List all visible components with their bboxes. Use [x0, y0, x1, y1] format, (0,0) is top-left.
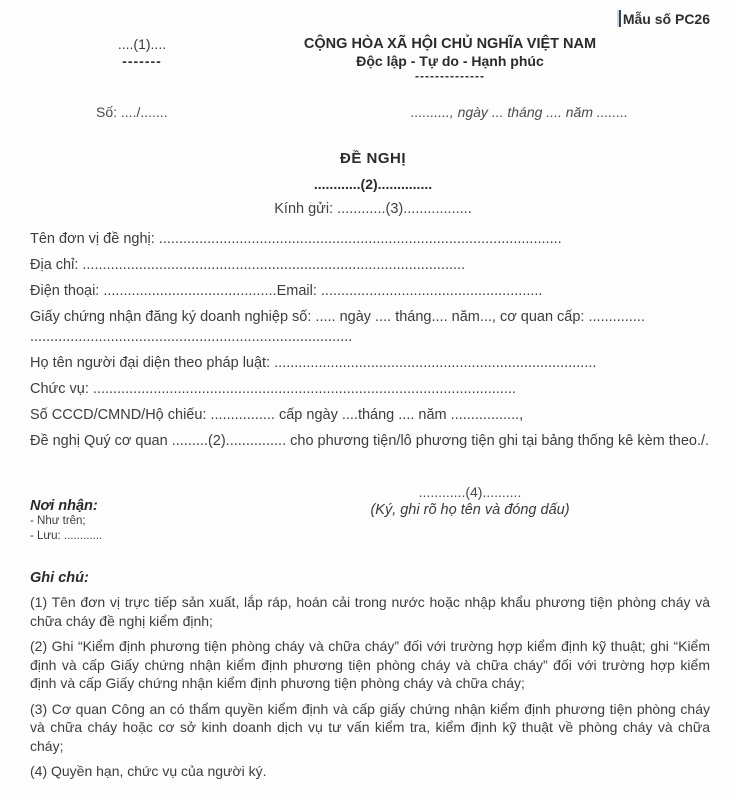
- field-line-unit-name: Tên đơn vị đề nghị: ....................................................................................................: [30, 231, 562, 247]
- note-item-1: (1) Tên đơn vị trực tiếp sản xuất, lắp ráp, hoán cải trong nước hoặc nhập khẩu phương tiện phòng cháy và chữa cháy đề nghị kiểm định;: [30, 594, 710, 629]
- national-motto: Độc lập - Tự do - Hạnh phúc: [356, 53, 544, 69]
- notes-title: Ghi chú:: [30, 570, 89, 586]
- org-placeholder: ....(1)....: [117, 36, 167, 52]
- signature-section: [30, 484, 716, 544]
- signer-block: [330, 484, 610, 544]
- motto-divider-dashes: --------------: [415, 69, 485, 83]
- recipient-item: - Như trên;: [30, 515, 86, 527]
- field-line-business-cert: Giấy chứng nhận đăng ký doanh nghiệp số: ..... ngày .... tháng.... năm..., cơ quan cấp: ..............: [30, 309, 645, 325]
- field-line-position: Chức vụ: .........................................................................................................: [30, 381, 516, 397]
- text-cursor: [619, 10, 621, 27]
- note-item-4: (4) Quyền hạn, chức vụ của người ký.: [30, 763, 267, 779]
- salutation-line: Kính gửi: ............(3).................: [274, 201, 472, 217]
- place-date-line: .........., ngày ... tháng .... năm ........: [410, 104, 628, 120]
- title-block: [30, 150, 716, 217]
- recipient-item: - Lưu: ............: [30, 530, 103, 542]
- number-date-row: [30, 104, 716, 120]
- signature-instruction: (Ký, ghi rõ họ tên và đóng dấu): [370, 502, 570, 518]
- field-line-id-number: Số CCCD/CMND/Hộ chiếu: ................ cấp ngày ....tháng .... năm .................,: [30, 407, 524, 423]
- field-line-phone-email: Điện thoại: ...........................................Email: .......................................................: [30, 283, 543, 299]
- field-line-request: Đề nghị Quý cơ quan .........(2)............... cho phương tiện/lô phương tiện ghi tại bảng thống kê kèm theo./.: [30, 433, 710, 449]
- recipients-block: [30, 498, 102, 544]
- form-code-label: Mẫu số PC26: [622, 10, 710, 27]
- document-subtitle: ............(2)..............: [313, 176, 433, 192]
- field-line-address: Địa chỉ: ...............................................................................................: [30, 257, 466, 273]
- notes-section: [30, 570, 716, 781]
- document-header: [30, 36, 716, 83]
- national-header-block: [254, 36, 646, 83]
- org-divider-dashes: -------: [122, 53, 162, 69]
- note-item-3: (3) Cơ quan Công an có thẩm quyền kiểm định và cấp giấy chứng nhận kiểm định phương tiện phòng cháy và chữa cháy hoặc cơ sở kinh doanh dịch vụ tư vấn kiểm tra, kiểm định kỹ thuật về phòng cháy và chữa cháy;: [30, 700, 710, 754]
- signer-title-slot: ............(4)..........: [418, 484, 522, 500]
- form-code-badge: [619, 10, 710, 27]
- field-line-continuation-dots: ................................................................................: [30, 329, 353, 345]
- document-title: ĐỀ NGHỊ: [339, 150, 406, 167]
- note-item-2: (2) Ghi “Kiểm định phương tiện phòng cháy và chữa cháy” đối với trường hợp kiểm định kỹ thuật; ghi “Kiểm định và cấp Giấy chứng nhận kiểm định phương tiện phòng cháy và chữa cháy” đối với trường hợp kiểm định và cấp Giấy chứng nhận kiểm định phương tiện phòng cháy và chữa cháy;: [30, 638, 710, 691]
- recipients-title: Nơi nhận:: [30, 498, 98, 514]
- issuing-org-block: [30, 36, 254, 83]
- document-number-line: Số: ..../.......: [96, 104, 168, 120]
- field-line-representative: Họ tên người đại diện theo pháp luật: ................................................................................: [30, 355, 597, 371]
- national-title: CỘNG HÒA XÃ HỘI CHỦ NGHĨA VIỆT NAM: [303, 36, 597, 52]
- form-body: [30, 231, 716, 450]
